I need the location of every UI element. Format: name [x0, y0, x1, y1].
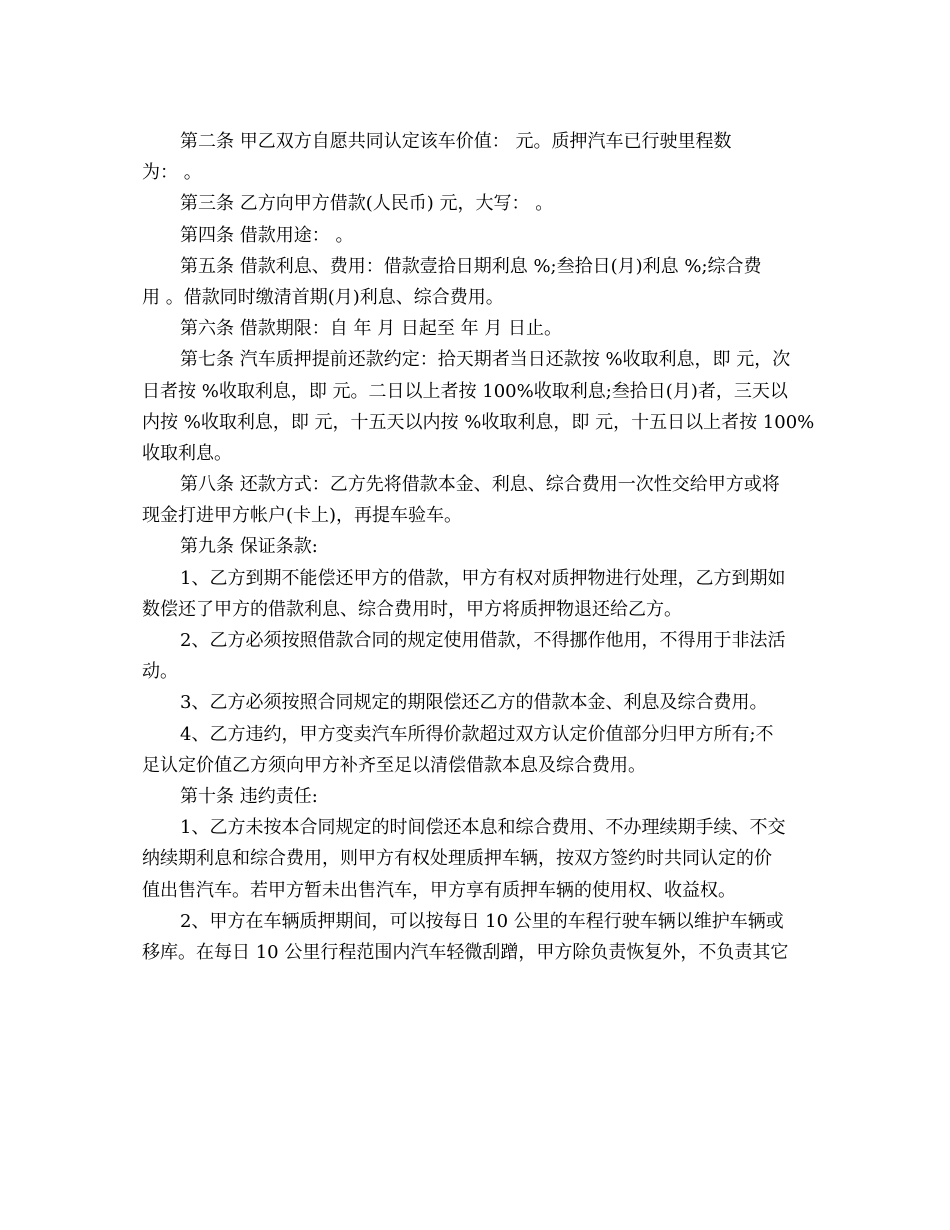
- text-line: 用 。借款同时缴清首期(月)利息、综合费用。: [142, 286, 504, 308]
- text-line: 第八条 还款方式：乙方先将借款本金、利息、综合费用一次性交给甲方或将: [180, 474, 780, 496]
- text-line: 3、乙方必须按照合同规定的期限偿还乙方的借款本金、利息及综合费用。: [180, 692, 768, 714]
- text-line: 1、乙方到期不能偿还甲方的借款，甲方有权对质押物进行处理，乙方到期如: [180, 567, 786, 589]
- article-3-paragraph: [142, 188, 810, 219]
- text-line: 现金打进甲方帐户(卡上)，再提车验车。: [142, 505, 463, 527]
- text-line: 数偿还了甲方的借款利息、综合费用时，甲方将质押物退还给乙方。: [142, 598, 682, 620]
- text-line: 第二条 甲乙双方自愿共同认定该车价值： 元。质押汽车已行驶里程数: [180, 131, 732, 152]
- text-line: 收取利息。: [142, 442, 232, 464]
- text-line: 动。: [142, 661, 178, 683]
- text-line: 第九条 保证条款:: [180, 536, 318, 558]
- article-10-clause-1: [142, 812, 810, 906]
- text-line: 日者按 %收取利息，即 元。二日以上者按 100%收取利息;叁拾日(月)者，三天以: [142, 380, 788, 402]
- text-line: 足认定价值乙方须向甲方补齐至足以清偿借款本息及综合费用。: [142, 754, 646, 776]
- article-8-paragraph: [142, 469, 810, 531]
- article-6-paragraph: [142, 313, 810, 344]
- article-10-clause-2: [142, 906, 810, 968]
- text-line: 纳续期利息和综合费用，则甲方有权处理质押车辆，按双方签约时共同认定的价: [142, 848, 772, 870]
- text-line: 值出售汽车。若甲方暂未出售汽车，甲方享有质押车辆的使用权、收益权。: [142, 879, 736, 901]
- text-line: 1、乙方未按本合同规定的时间偿还本息和综合费用、不办理续期手续、不交: [180, 817, 786, 839]
- document-page: [142, 126, 815, 968]
- text-line: 移库。在每日 10 公里行程范围内汽车轻微刮蹭，甲方除负责恢复外，不负责其它: [142, 941, 789, 963]
- article-9-clause-3: [142, 687, 810, 718]
- article-2-paragraph: [142, 126, 810, 188]
- text-line: 第四条 借款用途： 。: [180, 224, 354, 246]
- text-line: 第十条 违约责任:: [180, 785, 318, 807]
- text-line: 第七条 汽车质押提前还款约定：拾天期者当日还款按 %收取利息，即 元，次: [180, 349, 791, 371]
- article-9-heading: [142, 531, 810, 562]
- article-4-paragraph: [142, 220, 810, 251]
- article-9-clause-4: [142, 719, 810, 781]
- article-9-clause-1: [142, 563, 810, 625]
- text-line: 第三条 乙方向甲方借款(人民币) 元，大写： 。: [180, 193, 554, 215]
- text-line: 4、乙方违约，甲方变卖汽车所得价款超过双方认定价值部分归甲方所有;不: [180, 723, 774, 745]
- text-line: 2、甲方在车辆质押期间，可以按每日 10 公里的车程行驶车辆以维护车辆或: [180, 910, 784, 932]
- article-10-heading: [142, 781, 810, 812]
- text-line: 为： 。: [142, 162, 202, 184]
- text-line: 第五条 借款利息、费用：借款壹拾日期利息 %;叁拾日(月)利息 %;综合费: [180, 255, 762, 277]
- text-line: 第六条 借款期限：自 年 月 日起至 年 月 日止。: [180, 318, 563, 340]
- article-9-clause-2: [142, 625, 810, 687]
- article-5-paragraph: [142, 251, 810, 313]
- text-line: 内按 %收取利息，即 元，十五天以内按 %收取利息，即 元，十五日以上者按 100%: [142, 411, 815, 433]
- text-line: 2、乙方必须按照借款合同的规定使用借款，不得挪作他用，不得用于非法活: [180, 630, 786, 651]
- article-7-paragraph: [142, 344, 815, 469]
